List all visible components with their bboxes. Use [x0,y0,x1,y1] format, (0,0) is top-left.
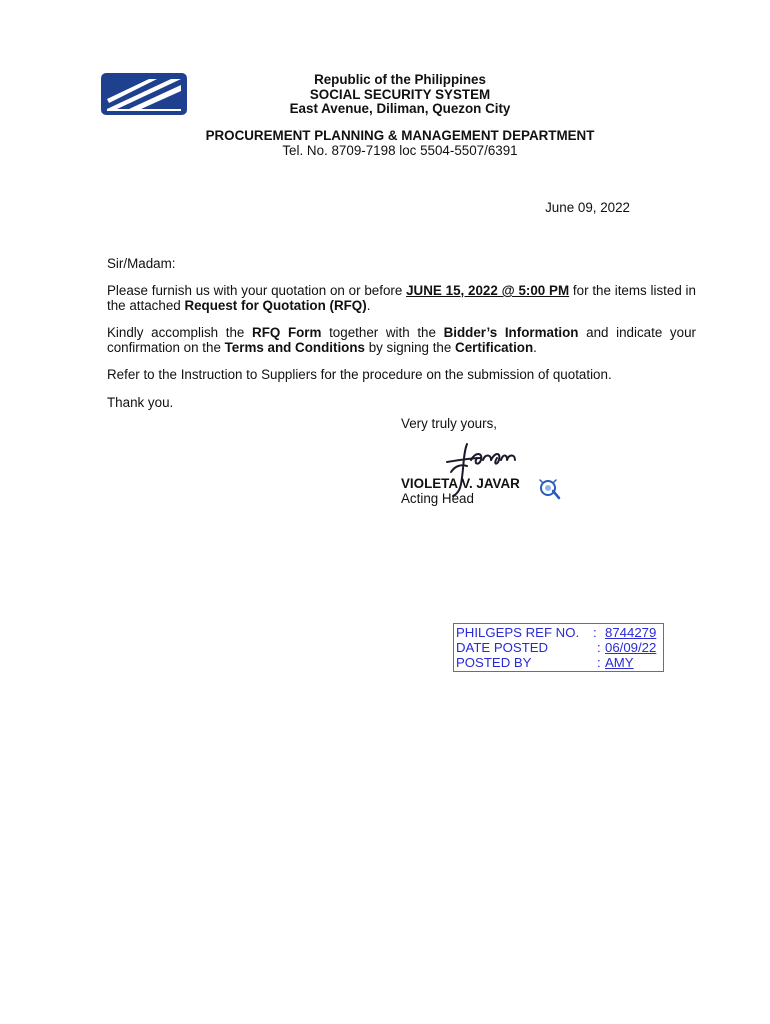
department-block [160,129,640,158]
rfq-text: Request for Quotation (RFQ) [184,297,367,313]
paragraph2-text-5: . [533,339,537,355]
bidders-info-text: Bidder’s Information [443,325,579,340]
closing: Very truly yours, [401,416,497,431]
reference-row [456,655,663,670]
seal-stamp-icon [538,478,562,500]
header-agency: SOCIAL SECURITY SYSTEM [309,86,491,102]
reference-label: PHILGEPS REF NO. [456,625,580,640]
paragraph1-text-2: for the items listed in the attached [107,283,696,313]
paragraph2-text-4: by signing the [364,339,456,355]
terms-text: Terms and Conditions [224,339,365,355]
date-posted-value: 06/09/22 [605,640,657,655]
salutation: Sir/Madam: [107,256,176,271]
department-tel: Tel. No. 8709-7198 loc 5504-5507/6391 [282,142,518,158]
paragraph2-text-1: Kindly accomplish the [107,325,253,340]
reference-separator: : [597,655,601,670]
rfq-form-text: RFQ Form [252,325,322,340]
reference-separator: : [593,625,597,640]
philgeps-ref-number: 8744279 [605,625,657,640]
paragraph-deadline [107,284,696,313]
paragraph2-text-3: and indicate your confirmation on the [107,325,696,355]
header-address: East Avenue, Diliman, Quezon City [289,101,511,116]
signer-title: Acting Head [401,490,474,506]
reference-row [456,625,663,640]
deadline-text: JUNE 15, 2022 @ 5:00 PM [406,283,570,298]
signer-block [401,477,520,506]
paragraph1-text-3: . [366,297,371,313]
reference-label: POSTED BY [456,655,532,670]
signer-name: VIOLETA V. JAVAR [401,476,520,491]
letter-date: June 09, 2022 [545,200,630,215]
paragraph-thanks: Thank you. [107,395,174,410]
department-name: PROCUREMENT PLANNING & MANAGEMENT DEPARTMENT [205,128,595,143]
philgeps-reference-box [453,623,664,672]
certification-text: Certification [455,339,534,355]
letterhead [160,73,640,117]
reference-label: DATE POSTED [456,640,549,655]
header-republic: Republic of the Philippines [314,72,486,87]
paragraph1-text-1: Please furnish us with your quotation on or before [107,283,407,298]
reference-separator: : [597,640,601,655]
posted-by-value: AMY [605,655,634,670]
paragraph-refer: Refer to the Instruction to Suppliers for the procedure on the submission of quotation. [107,367,612,382]
paragraph-instructions [107,326,696,355]
reference-row [456,640,663,655]
paragraph2-text-2: together with the [321,325,444,340]
